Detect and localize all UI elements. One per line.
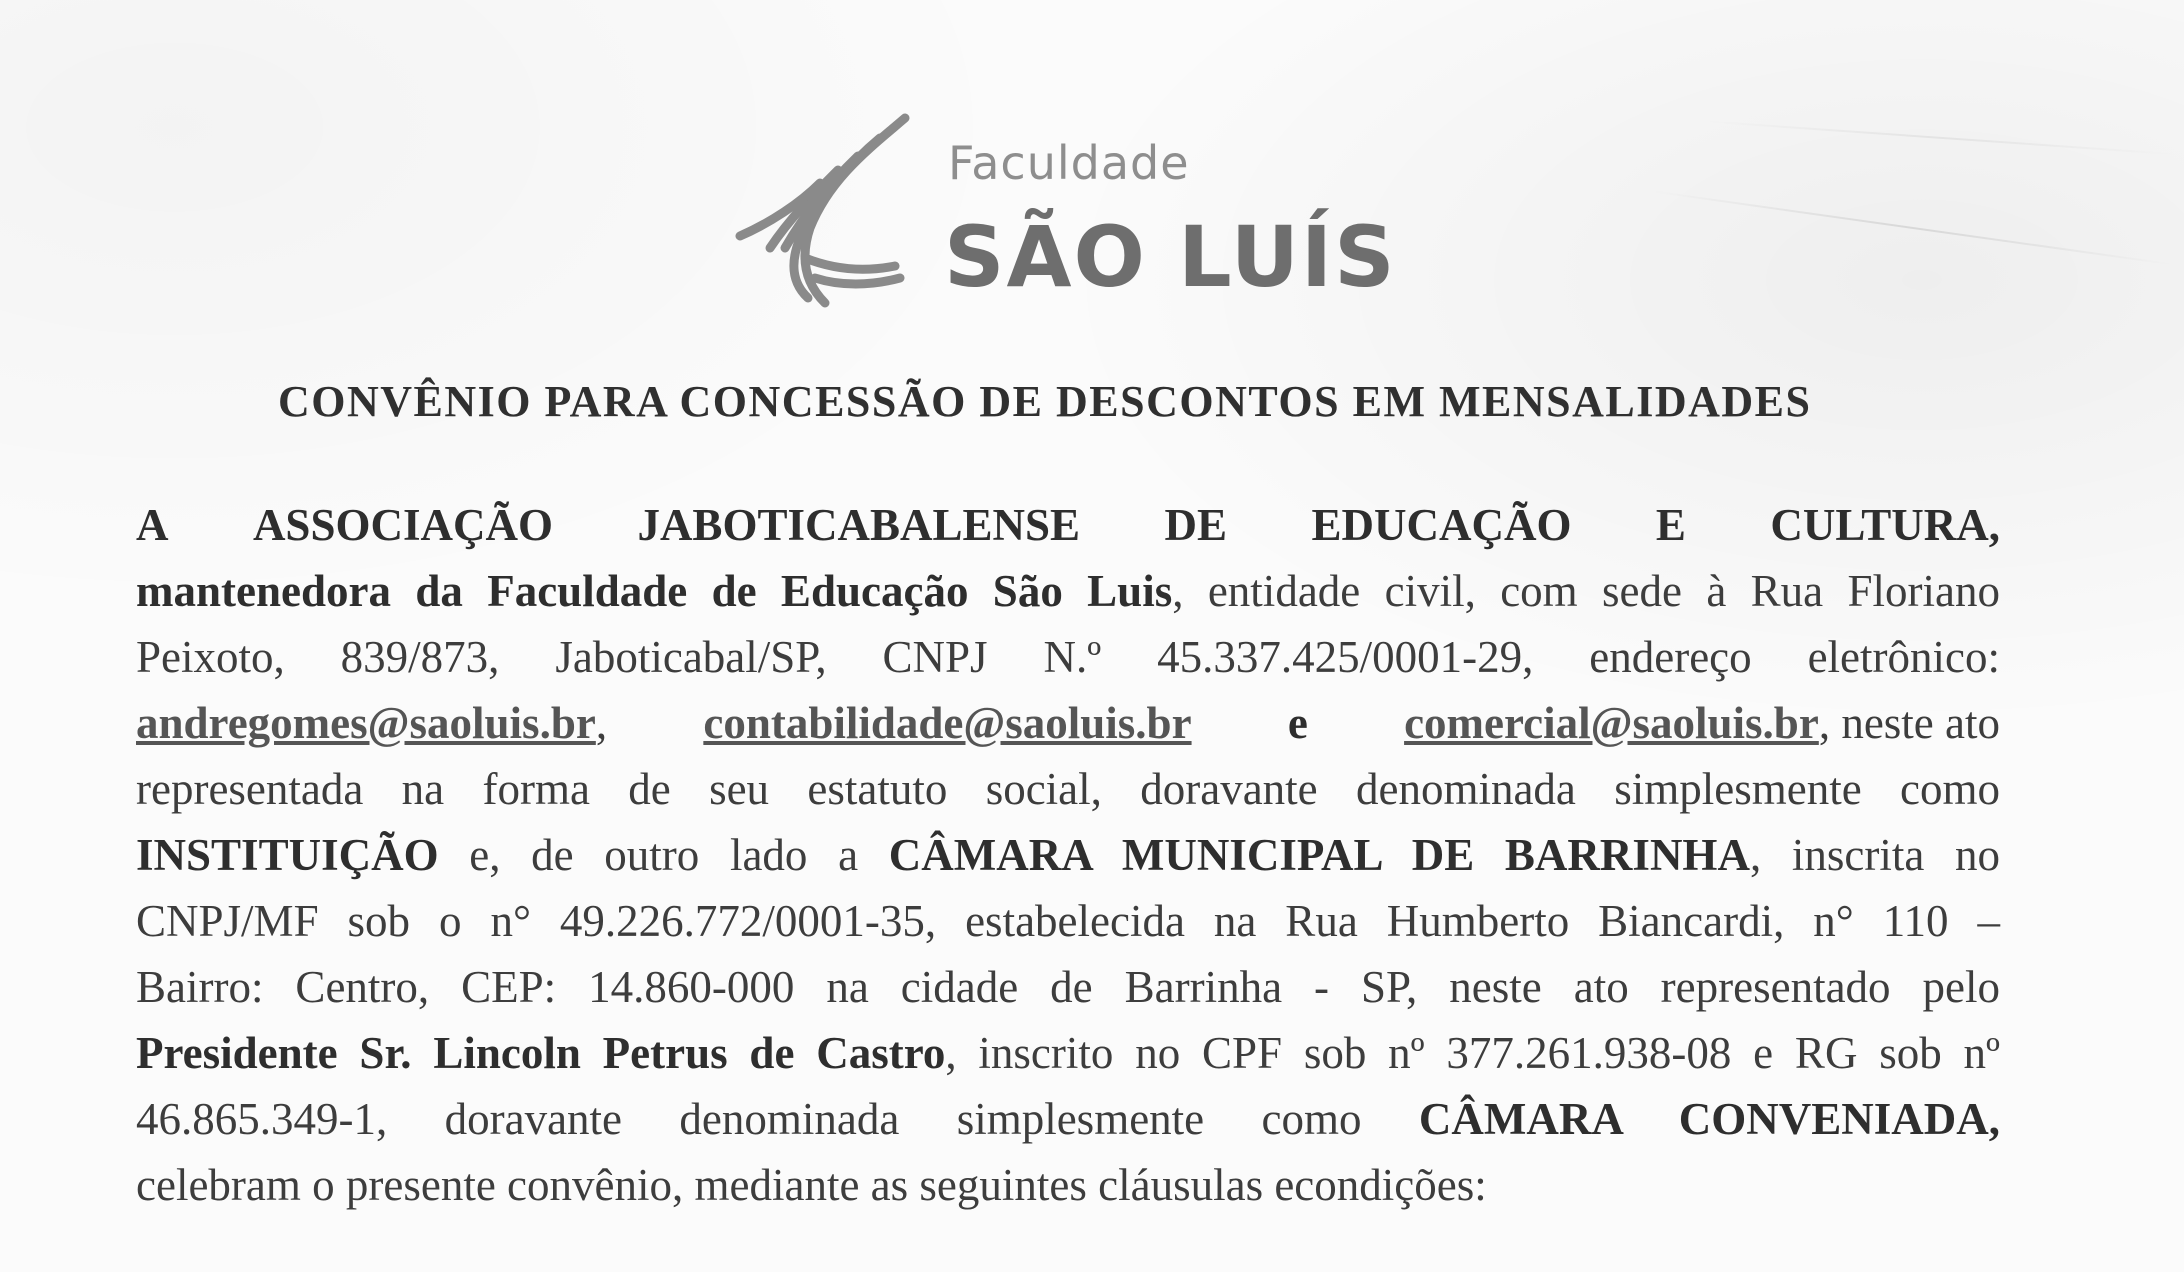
bird-wings-logo-icon: [730, 108, 930, 318]
email-link-2[interactable]: contabilidade@saoluis.br: [703, 698, 1192, 748]
body-text-segment: , entidade civil, com sede à Rua Floriano: [1172, 566, 2000, 616]
logo-small-text: Faculdade: [948, 136, 1190, 190]
document-title: CONVÊNIO PARA CONCESSÃO DE DESCONTOS EM MENSALIDADES: [278, 377, 1812, 426]
logo-big-text: SÃO LUÍS: [944, 208, 1397, 306]
body-line-1: [136, 492, 2000, 558]
word: A: [136, 500, 169, 550]
chamber-name: CÂMARA MUNICIPAL DE BARRINHA: [888, 830, 1750, 880]
email-link-1[interactable]: andregomes@saoluis.br: [136, 698, 596, 748]
maintainer-name: mantenedora da Faculdade de Educação São Luis: [136, 566, 1173, 616]
word: CULTURA,: [1770, 500, 2000, 550]
word: EDUCAÇÃO: [1311, 500, 1572, 550]
president-name: Presidente Sr. Lincoln Petrus de Castro: [136, 1028, 946, 1078]
body-text-segment: , inscrito no CPF sob nº 377.261.938-08 e RG sob nº: [945, 1028, 2000, 1078]
body-text-segment: , neste ato: [1818, 698, 2000, 748]
body-line-5: representada na forma de seu estatuto social, doravante denominada simplesmente como: [136, 764, 2000, 814]
conveniada-label: CÂMARA CONVENIADA,: [1418, 1094, 2000, 1144]
word: JABOTICABALENSE: [637, 500, 1081, 550]
body-text-segment: 46.865.349-1, doravante denominada simplesmente como: [136, 1094, 1419, 1144]
document-body: [136, 492, 2000, 1218]
paper-fold-mark: [1650, 190, 2175, 266]
body-line-9: [136, 1020, 2000, 1086]
body-text-segment: , inscrita no: [1749, 830, 2000, 880]
word: DE: [1164, 500, 1228, 550]
faculdade-logo: [730, 108, 1397, 328]
body-line-8: Bairro: Centro, CEP: 14.860-000 na cidade de Barrinha - SP, neste ato representado pelo: [136, 962, 2000, 1012]
body-text-segment: e, de outro lado a: [438, 830, 889, 880]
body-line-7: CNPJ/MF sob o n° 49.226.772/0001-35, estabelecida na Rua Humberto Biancardi, n° 110 –: [136, 896, 2000, 946]
body-line-11: celebram o presente convênio, mediante as seguintes cláusulas econdições:: [136, 1160, 1487, 1210]
body-line-3: Peixoto, 839/873, Jaboticabal/SP, CNPJ N.º 45.337.425/0001-29, endereço eletrônico:: [136, 632, 2000, 682]
email-link-3[interactable]: comercial@saoluis.br: [1404, 698, 1819, 748]
conjunction: e: [1287, 698, 1308, 748]
word: E: [1655, 500, 1686, 550]
body-line-10: [136, 1086, 2000, 1152]
comma: ,: [595, 698, 608, 748]
institution-label: INSTITUIÇÃO: [136, 830, 439, 880]
word: ASSOCIAÇÃO: [252, 500, 553, 550]
body-line-4: [136, 690, 2000, 756]
body-line-6: [136, 822, 2000, 888]
paper-fold-mark: [1700, 120, 2179, 155]
body-line-2: [136, 558, 2000, 624]
